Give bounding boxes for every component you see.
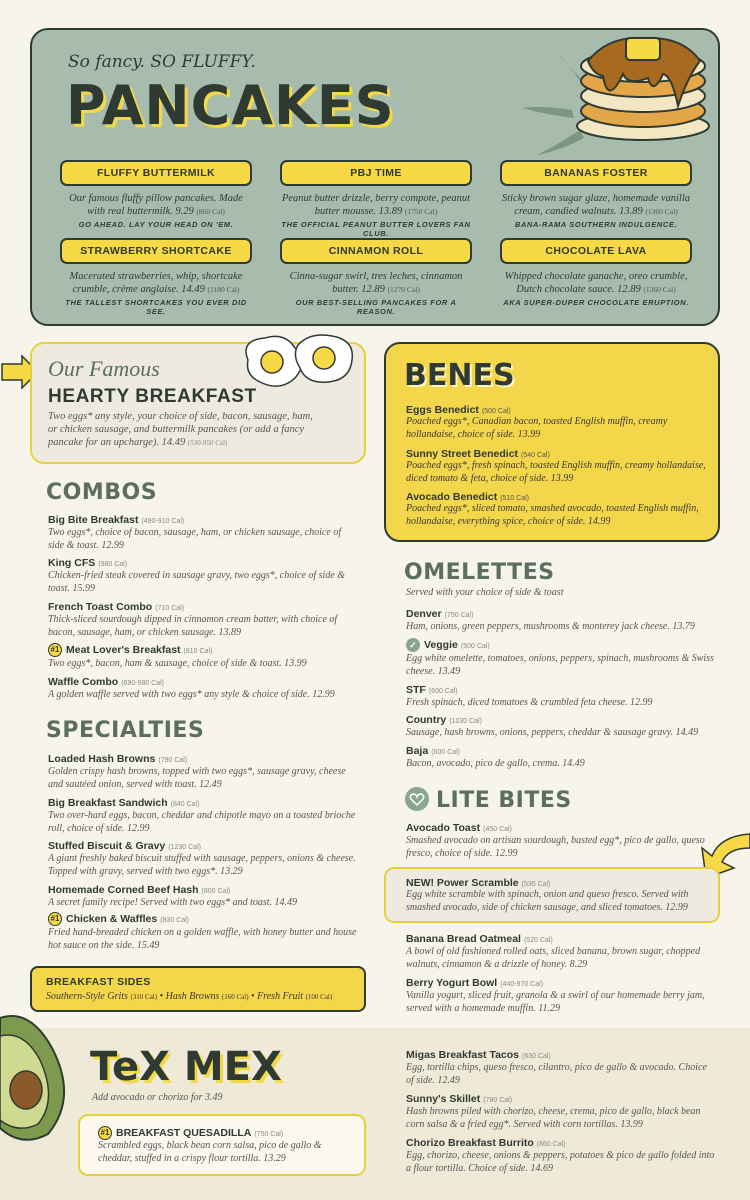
side-cal: (100 Cal) — [305, 993, 333, 1001]
item-desc: Two eggs*, bacon, ham & sausage, choice of side & toast. 13.99 — [48, 658, 307, 669]
menu-item — [406, 1049, 716, 1087]
item-name: Avocado Toast — [406, 822, 481, 834]
avocado-illustration — [0, 1008, 80, 1148]
pancake-desc: Peanut butter drizzle, berry compote, peanut butter mousse. 13.89 — [281, 193, 471, 217]
item-desc: Vanilla yogurt, sliced fruit, granola & a swirl of our homemade berry jam, served with a homemade muffin. 11.29 — [406, 990, 705, 1014]
item-cal: (800 Cal) — [201, 888, 231, 895]
quesadilla-box — [78, 1114, 366, 1176]
item-name: French Toast Combo — [48, 601, 153, 613]
pancake-note: THE TALLEST SHORTCAKES YOU EVER DID SEE. — [65, 298, 247, 316]
heart-icon — [404, 786, 430, 812]
combos-title: COMBOS — [46, 480, 158, 505]
item-cal: (600 Cal) — [428, 688, 458, 695]
item-cal: (540 Cal) — [521, 452, 550, 459]
item-desc: Smashed avocado on artisan sourdough, basted egg*, pico de gallo, queso fresco, choice of side. 12.99 — [406, 835, 705, 859]
pancakes-tagline: So fancy. SO FLUFFY. — [68, 52, 256, 72]
menu-item — [48, 514, 358, 552]
item-name: Baja — [406, 745, 429, 757]
pancake-cal: (1750 Cal) — [404, 207, 438, 216]
menu-item — [406, 684, 716, 710]
item-desc: Hash browns piled with chorizo, cheese, crema, pico de gallo, black bean corn salsa & a fried egg*. Served with corn tortillas. 13.99 — [406, 1106, 701, 1130]
hearty-kicker: Our Famous — [48, 356, 160, 381]
item-desc: Poached eggs*, fresh spinach, toasted English muffin, creamy hollandaise, diced tomato & feta, choice of side. 13.99 — [406, 460, 706, 484]
pancake-card — [280, 238, 472, 316]
side-cal: (160 Cal) — [221, 993, 249, 1001]
item-desc: Poached eggs*, Canadian bacon, toasted English muffin, creamy hollandaise, choice of side. 13.99 — [406, 416, 668, 440]
pancakes-panel — [30, 28, 720, 326]
item-desc: Egg, chorizo, cheese, onions & peppers, potatoes & pico de gallo folded into a flour tortilla. Choice of side. 14.69 — [406, 1150, 715, 1174]
pancake-note: GO AHEAD. LAY YOUR HEAD ON 'EM. — [78, 220, 234, 229]
pancake-cal: (1180 Cal) — [207, 285, 240, 294]
menu-item — [48, 601, 358, 639]
side-name: Southern-Style Grits — [46, 991, 128, 1002]
item-desc: Egg white scramble with spinach, onion and queso fresco. Served with smashed avocado, side of chicken sausage, and sliced tomatoes. 12.99 — [406, 889, 689, 913]
pancake-cal: (1270 Cal) — [387, 285, 420, 294]
item-name: Chorizo Breakfast Burrito — [406, 1137, 534, 1149]
item-desc: Egg, tortilla chips, queso fresco, cilantro, pico de gallo & avocado. Choice of side. 12.49 — [406, 1062, 707, 1086]
menu-item — [406, 745, 716, 771]
menu-item — [406, 491, 706, 528]
menu-item — [406, 933, 716, 971]
item-desc: Bacon, avocado, pico de gallo, crema. 14.49 — [406, 758, 585, 769]
item-cal: (1030 Cal) — [449, 718, 482, 725]
item-desc: Ham, onions, green peppers, mushrooms & monterey jack cheese. 13.79 — [406, 621, 695, 632]
item-name: BREAKFAST QUESADILLA — [116, 1126, 252, 1139]
specialties-title: SPECIALTIES — [46, 718, 205, 743]
item-cal: (980 Cal) — [98, 561, 128, 568]
item-name: Veggie — [424, 638, 458, 651]
pancake-desc: Sticky brown sugar glaze, homemade vanilla cream, candied walnuts. 13.89 — [501, 193, 690, 217]
lite-bites-title: LITE BITES — [436, 788, 572, 813]
item-cal: (780 Cal) — [483, 1097, 513, 1104]
side-name: Fresh Fruit — [257, 991, 304, 1002]
menu-item — [406, 1093, 716, 1131]
item-name: STF — [406, 684, 426, 696]
hearty-cal: (530-950 Cal) — [187, 439, 228, 447]
item-cal: (520 Cal) — [523, 937, 553, 944]
vegetarian-icon: ✓ — [406, 638, 420, 652]
item-name: Stuffed Biscuit & Gravy — [48, 840, 166, 852]
pancakes-title: PANCAKES — [66, 74, 395, 137]
pancake-note: BANA-RAMA SOUTHERN INDULGENCE. — [514, 220, 678, 229]
item-cal: (1230 Cal) — [168, 844, 201, 851]
item-name: Sunny Street Benedict — [406, 448, 519, 460]
item-desc: Thick-sliced sourdough dipped in cinnamon cream batter, with choice of bacon, sausage, ham, or chicken sausage. 13.89 — [48, 614, 338, 638]
item-cal: (690-980 Cal) — [121, 680, 165, 687]
pancake-desc: Macerated strawberries, whip, shortcake crumble, crème anglaise. 14.49 — [69, 271, 243, 295]
menu-item — [406, 714, 716, 740]
menu-item — [48, 912, 358, 952]
pancake-card — [60, 238, 252, 316]
item-cal: (535 Cal) — [521, 881, 551, 888]
item-cal: (440-970 Cal) — [500, 981, 544, 988]
item-name: Chicken & Waffles — [66, 912, 158, 925]
hearty-title: HEARTY BREAKFAST — [48, 386, 257, 407]
item-cal: (600 Cal) — [431, 749, 460, 756]
item-desc: A golden waffle served with two eggs* any style & choice of side. 12.99 — [48, 689, 335, 700]
pancake-note: OUR BEST-SELLING PANCAKES FOR A REASON. — [295, 298, 457, 316]
item-cal: (490-910 Cal) — [141, 518, 185, 525]
pancake-label: FLUFFY BUTTERMILK — [60, 160, 252, 186]
fried-eggs-illustration — [240, 330, 360, 400]
item-name: Meat Lover's Breakfast — [66, 643, 181, 656]
pancake-cal: (1360 Cal) — [645, 207, 678, 216]
item-desc: Scrambled eggs, black bean corn salsa, pico de gallo & cheddar, stuffed in a crispy flour tortilla. 13.29 — [98, 1140, 322, 1164]
pancake-card — [280, 160, 472, 238]
pancake-label: CHOCOLATE LAVA — [500, 238, 692, 264]
item-name: Migas Breakfast Tacos — [406, 1049, 520, 1061]
item-name: King CFS — [48, 557, 96, 569]
pancake-label: BANANAS FOSTER — [500, 160, 692, 186]
pancake-label: STRAWBERRY SHORTCAKE — [60, 238, 252, 264]
item-name: Loaded Hash Browns — [48, 753, 156, 765]
menu-item — [48, 797, 358, 835]
pancake-cal: (860 Cal) — [196, 207, 225, 216]
omelettes-subtitle: Served with your choice of side & toast — [406, 587, 564, 598]
item-desc: Poached eggs*, sliced tomato, smashed avocado, toasted English muffin, hollandaise, everything spice, choice of side. 14.99 — [406, 503, 699, 527]
item-desc: A giant freshly baked biscuit stuffed with sausage, peppers, onions & cheese. Topped with gravy, served with two eggs*. 13.29 — [48, 853, 356, 877]
item-name: Country — [406, 714, 447, 726]
item-cal: (790 Cal) — [158, 757, 188, 764]
item-name: Denver — [406, 608, 442, 620]
item-name: Sunny's Skillet — [406, 1093, 481, 1105]
item-cal: (710 Cal) — [155, 605, 185, 612]
item-desc: A bowl of old fashioned rolled oats, sliced banana, brown sugar, chopped walnuts, cinnamon & a drizzle of honey. 8.29 — [406, 946, 701, 970]
menu-item — [48, 884, 358, 910]
menu-item — [48, 676, 358, 702]
pancake-note: AKA SUPER-DUPER CHOCOLATE ERUPTION. — [503, 298, 689, 307]
item-name: Eggs Benedict — [406, 404, 479, 416]
benes-panel — [384, 342, 720, 542]
texmex-subtitle: Add avocado or chorizo for 3.49 — [92, 1092, 223, 1103]
number-one-badge-icon: #1 — [98, 1126, 112, 1140]
pancake-note: THE OFFICIAL PEANUT BUTTER LOVERS FAN CLUB. — [281, 220, 471, 238]
item-cal: (810 Cal) — [183, 647, 213, 655]
sides-list: Southern-Style Grits (310 Cal) • Hash Browns (160 Cal) • Fresh Fruit (100 Cal) — [46, 991, 333, 1002]
item-desc: Golden crispy hash browns, topped with two eggs*, sausage gravy, cheese and sautéed onion, served with toast. 12.49 — [48, 766, 346, 790]
menu-item — [48, 557, 358, 595]
side-name: Hash Browns — [165, 991, 220, 1002]
item-desc: Egg white omelette, tomatoes, onions, peppers, spinach, mushrooms & Swiss cheese. 13.49 — [406, 653, 714, 677]
item-cal: (830 Cal) — [160, 916, 190, 924]
sides-title: BREAKFAST SIDES — [46, 976, 151, 988]
pancake-desc: Cinna-sugar swirl, tres leches, cinnamon butter. 12.89 — [289, 271, 463, 295]
menu-item — [48, 643, 358, 671]
item-name: Banana Bread Oatmeal — [406, 933, 521, 945]
item-desc: Sausage, hash browns, onions, peppers, cheddar & sausage gravy. 14.49 — [406, 727, 699, 738]
item-desc: Fried hand-breaded chicken on a golden waffle, with honey butter and house hot sauce on the side. 15.49 — [48, 927, 357, 951]
item-cal: (840 Cal) — [170, 801, 200, 808]
item-name: Homemade Corned Beef Hash — [48, 884, 199, 896]
item-cal: (750 Cal) — [444, 612, 474, 619]
item-name: Waffle Combo — [48, 676, 119, 688]
texmex-title: TeX MEX — [90, 1044, 282, 1090]
pancake-cal: (1360 Cal) — [643, 285, 676, 294]
pancake-label: CINNAMON ROLL — [280, 238, 472, 264]
menu-item — [406, 638, 716, 678]
benes-title: BENES — [404, 358, 515, 393]
item-desc: Two eggs*, choice of bacon, sausage, ham, or chicken sausage, choice of side & toast. 12.99 — [48, 527, 342, 551]
item-cal: (500 Cal) — [481, 408, 511, 415]
item-desc: Two over-hard eggs, bacon, cheddar and chipotle mayo on a toasted brioche roll, choice of side. 12.99 — [48, 810, 356, 834]
menu-item — [48, 753, 358, 791]
item-name: Berry Yogurt Bowl — [406, 977, 498, 989]
pancake-stack-illustration — [568, 16, 718, 146]
item-name: Avocado Benedict — [406, 491, 498, 503]
menu-item — [406, 404, 706, 441]
item-cal: (630 Cal) — [522, 1053, 551, 1060]
pancake-card — [60, 160, 252, 229]
menu-item — [406, 822, 716, 860]
breakfast-sides-box — [30, 966, 366, 1012]
pancake-card — [500, 238, 692, 307]
item-cal: (450 Cal) — [483, 826, 512, 833]
pancake-card — [500, 160, 692, 229]
number-one-badge-icon: #1 — [48, 912, 62, 926]
menu-item — [406, 1137, 716, 1175]
pancake-label: PBJ TIME — [280, 160, 472, 186]
item-cal: (860 Cal) — [536, 1141, 566, 1148]
item-desc: Fresh spinach, diced tomatoes & crumbled feta cheese. 12.99 — [406, 697, 653, 708]
menu-item — [48, 840, 358, 878]
item-desc: Chicken-fried steak covered in sausage gravy, two eggs*, choice of side & toast. 15.99 — [48, 570, 346, 594]
pancake-desc: Our famous fluffy pillow pancakes. Made with real buttermilk. 9.29 — [69, 193, 243, 217]
menu-item — [406, 977, 716, 1015]
item-cal: (750 Cal) — [254, 1130, 284, 1138]
item-cal: (510 Cal) — [500, 495, 530, 502]
number-one-badge-icon: #1 — [48, 643, 62, 657]
menu-item — [406, 448, 706, 485]
item-name: Big Breakfast Sandwich — [48, 797, 168, 809]
item-cal: (500 Cal) — [460, 642, 490, 650]
omelettes-title: OMELETTES — [404, 560, 555, 585]
side-cal: (310 Cal) — [130, 993, 158, 1001]
pancake-desc: Whipped chocolate ganache, oreo crumble, Dutch chocolate sauce. 12.89 — [504, 271, 688, 295]
item-desc: A secret family recipe! Served with two eggs* and toast. 14.49 — [48, 897, 298, 908]
item-name: Big Bite Breakfast — [48, 514, 139, 526]
menu-item — [406, 608, 716, 634]
item-name: NEW! Power Scramble — [406, 877, 519, 889]
power-scramble-box — [384, 867, 720, 923]
hearty-desc: Two eggs* any style, your choice of side, bacon, sausage, ham, or chicken sausage, and buttermilk pancakes (or add a fancy pancake for an upcharge). 14.49 — [48, 411, 313, 448]
